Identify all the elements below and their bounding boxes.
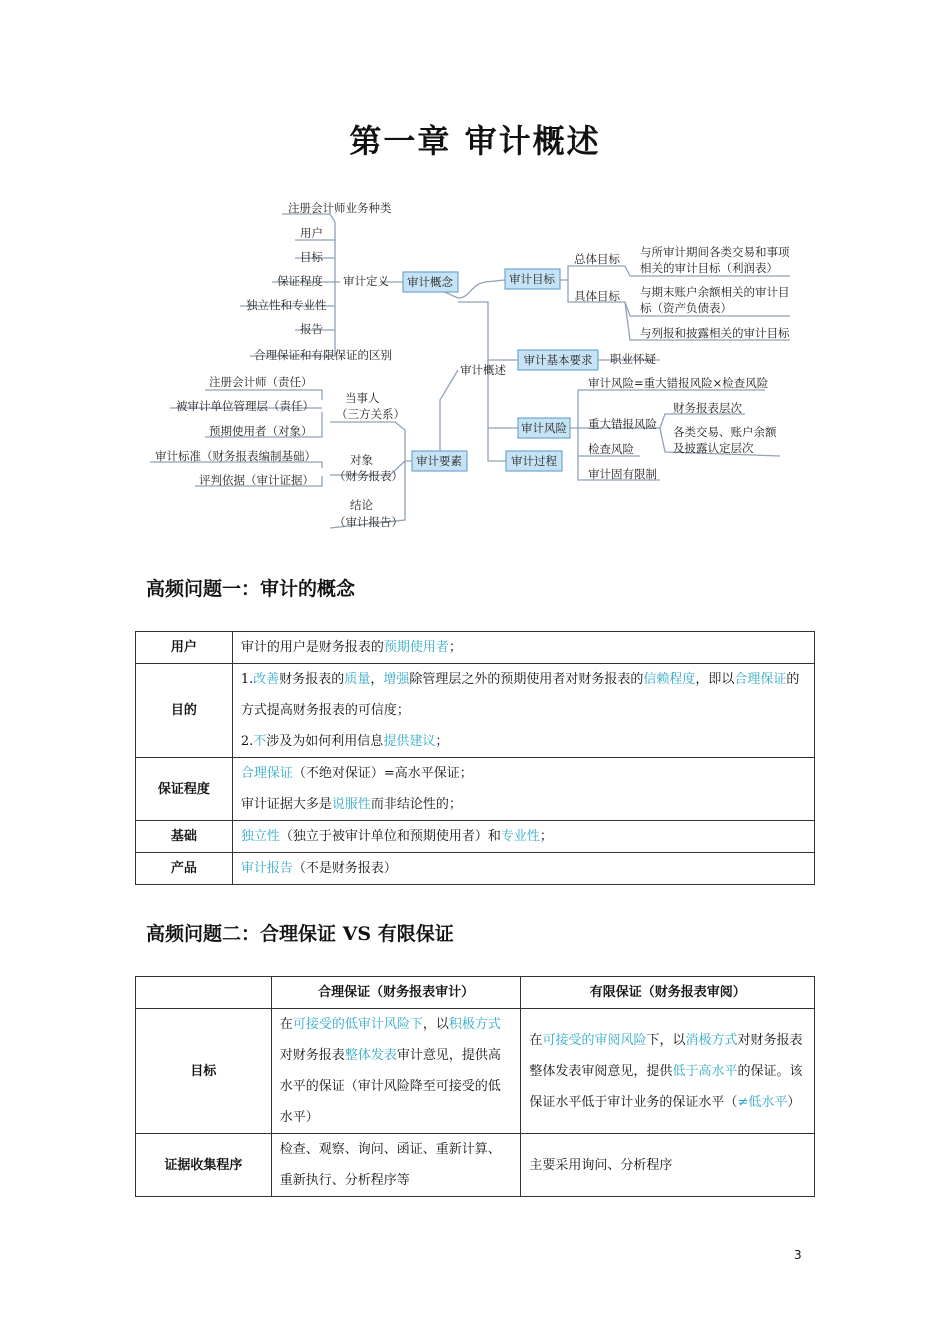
row-value: 审计报告（不是财务报表）: [232, 853, 814, 885]
row-key: 目的: [136, 664, 233, 758]
concept-label: 审计概念: [407, 275, 453, 289]
object-item: 审计标准（财务报表编制基础）: [155, 449, 316, 463]
mind-map: [0, 0, 950, 540]
row-key: 产品: [136, 853, 233, 885]
column-header: 有限保证（财务报表审阅）: [521, 977, 815, 1009]
conclusion-label: 结论: [350, 498, 373, 512]
basic-label: 审计基本要求: [523, 353, 593, 367]
cell-limited: 主要采用询问、分析程序: [521, 1134, 815, 1197]
concept-item: 用户: [300, 226, 323, 240]
row-value: 合理保证（不绝对保证）=高水平保证； 审计证据大多是说服性而非结论性的；: [232, 758, 814, 821]
row-value: 独立性（独立于被审计单位和预期使用者）和专业性；: [232, 821, 814, 853]
basic-item: 职业怀疑: [610, 352, 656, 366]
table-row: [136, 1134, 815, 1197]
row-value: 1.改善财务报表的质量，增强除管理层之外的预期使用者对财务报表的信赖程度，即以合理保证的方式提高财务报表的可信度； 2.不涉及为如何利用信息提供建议；: [232, 664, 814, 758]
concept-def: 审计定义: [343, 274, 389, 288]
page-number: 3: [794, 1248, 802, 1262]
table-row: [136, 821, 815, 853]
concept-table: [135, 631, 815, 885]
concept-item: 目标: [300, 250, 323, 264]
table-header-row: [136, 977, 815, 1009]
concept-top: 注册会计师业务种类: [288, 201, 392, 215]
goal-overall: 总体目标: [574, 252, 620, 266]
concept-bottom: 合理保证和有限保证的区别: [254, 348, 392, 362]
root-label: 审计概述: [460, 363, 506, 377]
party-item: 注册会计师（责任）: [209, 375, 313, 389]
object-label: 对象: [350, 453, 373, 467]
process-label: 审计过程: [511, 454, 557, 468]
goal-label: 审计目标: [509, 272, 555, 286]
page-title: 第一章 审计概述: [349, 122, 601, 160]
table-row: [136, 664, 815, 758]
cell-limited: 在可接受的审阅风险下，以消极方式对财务报表整体发表审阅意见，提供低于高水平的保证。该保证水平低于审计业务的保证水平（≠低水平）: [521, 1009, 815, 1134]
risk-lim: 审计固有限制: [588, 467, 657, 481]
table-row: [136, 853, 815, 885]
goal-s1a: 与所审计期间各类交易和事项: [640, 245, 790, 259]
risk-formula: 审计风险=重大错报风险×检查风险: [588, 376, 769, 390]
concept-item: 独立性和专业性: [246, 298, 327, 312]
row-key: 保证程度: [136, 758, 233, 821]
risk-ta1: 各类交易、账户余额: [673, 425, 777, 439]
party-item: 预期使用者（对象）: [209, 424, 313, 438]
row-key: 用户: [136, 632, 233, 664]
object-label2: （财务报表）: [334, 469, 403, 483]
table-row: [136, 632, 815, 664]
section1-title: 高频问题一：审计的概念: [146, 578, 356, 600]
cell-reasonable: 在可接受的低审计风险下，以积极方式对财务报表整体发表审计意见，提供高水平的保证（审计风险降至可接受的低水平）: [271, 1009, 521, 1134]
row-value: 审计的用户是财务报表的预期使用者；: [232, 632, 814, 664]
goal-specific: 具体目标: [574, 289, 620, 303]
cell-reasonable: 检查、观察、询问、函证、重新计算、重新执行、分析程序等: [271, 1134, 521, 1197]
risk-fs: 财务报表层次: [673, 401, 742, 415]
parties-label: 当事人: [345, 391, 380, 405]
goal-s2b: 标（资产负债表）: [640, 301, 732, 315]
risk-label: 审计风险: [521, 421, 567, 435]
risk-mm: 重大错报风险: [588, 417, 657, 431]
goal-s3: 与列报和披露相关的审计目标: [640, 326, 790, 340]
risk-det: 检查风险: [588, 442, 634, 456]
table-row: [136, 758, 815, 821]
parties-label2: （三方关系）: [336, 407, 405, 421]
goal-s2a: 与期末账户余额相关的审计目: [640, 285, 790, 299]
elements-label: 审计要素: [416, 454, 462, 468]
row-key: 目标: [136, 1009, 272, 1134]
assurance-table: [135, 976, 815, 1197]
party-item: 被审计单位管理层（责任）: [176, 399, 314, 413]
goal-s1b: 相关的审计目标（利润表）: [640, 261, 778, 275]
row-key: 证据收集程序: [136, 1134, 272, 1197]
row-key: 基础: [136, 821, 233, 853]
concept-item: 报告: [300, 322, 323, 336]
risk-ta2: 及披露认定层次: [673, 441, 754, 455]
column-header: 合理保证（财务报表审计）: [271, 977, 521, 1009]
conclusion-label2: （审计报告）: [334, 515, 403, 529]
object-item: 评判依据（审计证据）: [199, 473, 314, 487]
section2-title: 高频问题二：合理保证 VS 有限保证: [146, 923, 454, 945]
table-row: [136, 1009, 815, 1134]
concept-item: 保证程度: [277, 274, 323, 288]
